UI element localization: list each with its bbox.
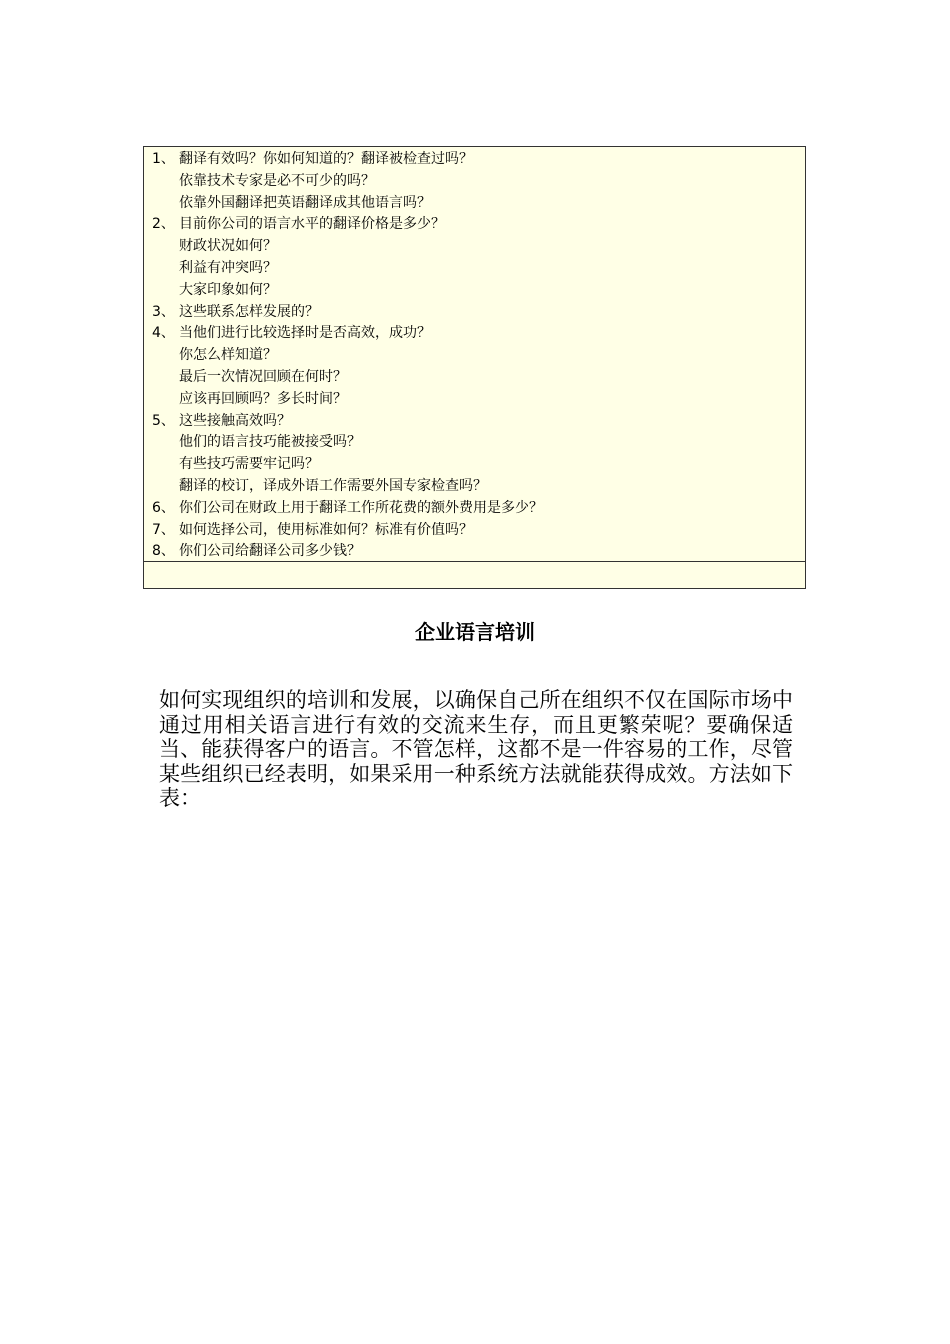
question-text: 应该再回顾吗？多长时间？ <box>179 390 347 407</box>
question-text: 他们的语言技巧能被接受吗？ <box>179 434 361 451</box>
question-number: 4、 <box>152 325 175 342</box>
question-line <box>144 476 805 498</box>
question-line <box>144 302 805 324</box>
question-text: 这些联系怎样发展的？ <box>179 303 319 320</box>
question-line <box>144 345 805 367</box>
question-text: 有些技巧需要牢记吗？ <box>179 456 319 473</box>
question-text: 如何选择公司，使用标准如何？标准有价值吗？ <box>179 521 473 538</box>
question-number: 2、 <box>152 216 175 233</box>
question-box <box>143 146 806 589</box>
question-number: 6、 <box>152 499 175 516</box>
question-line <box>144 454 805 476</box>
question-line <box>144 214 805 236</box>
question-number: 3、 <box>152 303 175 320</box>
question-text: 财政状况如何？ <box>179 238 277 255</box>
question-text: 你们公司在财政上用于翻译工作所花费的额外费用是多少？ <box>179 499 543 516</box>
section-heading: 企业语言培训 <box>415 620 535 644</box>
question-list <box>144 147 805 563</box>
question-text: 你怎么样知道？ <box>179 347 277 364</box>
question-number: 1、 <box>152 151 175 167</box>
question-line <box>144 520 805 542</box>
question-text: 翻译有效吗？你如何知道的？翻译被检查过吗？ <box>179 151 473 167</box>
question-text: 依靠外国翻译把英语翻译成其他语言吗？ <box>179 194 431 211</box>
question-text: 目前你公司的语言水平的翻译价格是多少？ <box>179 216 445 233</box>
question-line <box>144 432 805 454</box>
question-number: 5、 <box>152 412 175 429</box>
body-paragraph: 如何实现组织的培训和发展，以确保自己所在组织不仅在国际市场中通过用相关语言进行有效的交流来生存，而且更繁荣呢？要确保适当、能获得客户的语言。不管怎样，这都不是一件容易的工作，尽管某些组织已经表明，如果采用一种系统方法就能获得成效。方法如下表： <box>159 688 793 811</box>
question-text: 当他们进行比较选择时是否高效，成功？ <box>179 325 431 342</box>
question-number: 8、 <box>152 543 175 560</box>
question-text: 大家印象如何？ <box>179 281 277 298</box>
question-line <box>144 498 805 520</box>
question-line <box>144 280 805 302</box>
question-line <box>144 323 805 345</box>
question-line <box>144 367 805 389</box>
question-text: 最后一次情况回顾在何时？ <box>179 368 347 385</box>
question-text: 利益有冲突吗？ <box>179 259 277 276</box>
question-line <box>144 236 805 258</box>
question-line <box>144 258 805 280</box>
question-line <box>144 389 805 411</box>
question-line <box>144 149 805 171</box>
question-text: 你们公司给翻译公司多少钱？ <box>179 543 361 560</box>
question-text: 这些接触高效吗？ <box>179 412 291 429</box>
question-line <box>144 171 805 193</box>
question-text: 翻译的校订，译成外语工作需要外国专家检查吗？ <box>179 477 487 494</box>
question-number: 7、 <box>152 521 175 538</box>
question-line <box>144 411 805 433</box>
question-line <box>144 541 805 563</box>
question-text: 依靠技术专家是必不可少的吗？ <box>179 172 375 189</box>
question-line <box>144 193 805 215</box>
question-box-footer-row <box>144 561 805 588</box>
